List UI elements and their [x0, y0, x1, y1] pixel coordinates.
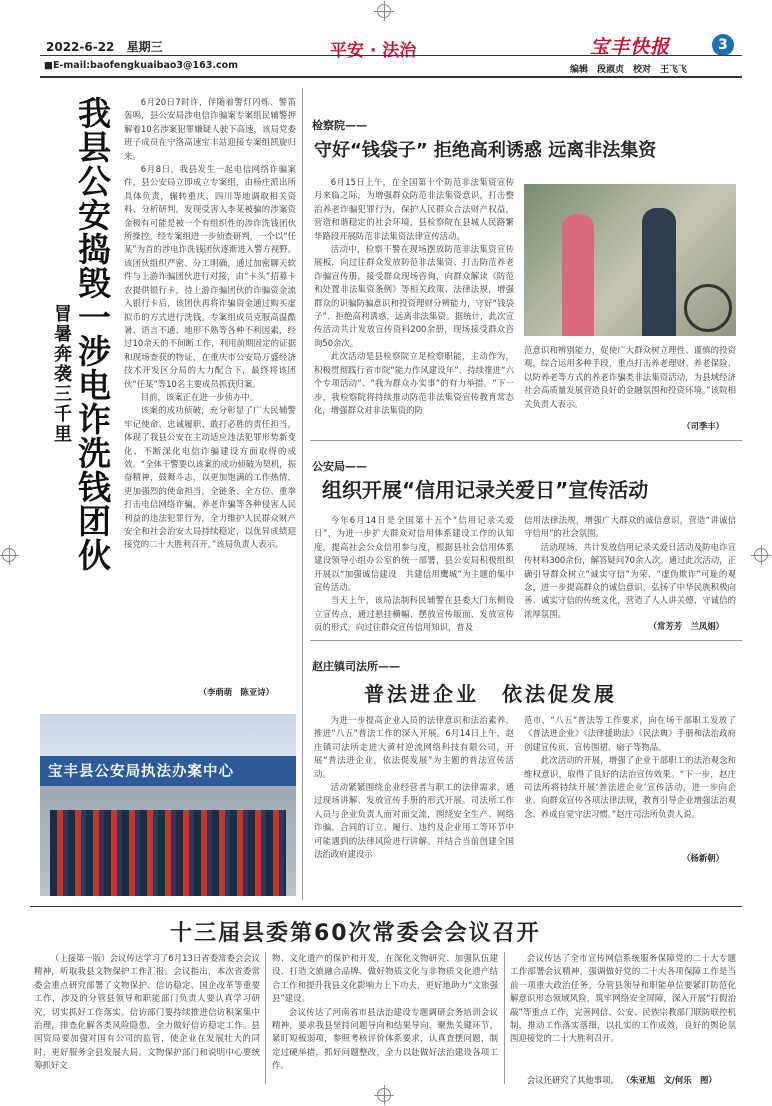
- page-number-badge: [712, 34, 734, 56]
- article-divider: [310, 640, 742, 641]
- bottom-paragraph: 物、文化遗产的保护和开发，在深化文物研究、加强队伍建设、打造文旅融合品牌、做好物质文化与非物质文化遗产结合工作和提升我县文化影响力上下功夫，更好地助力“文旅强县”建设。: [272, 953, 498, 1004]
- article-paragraph: 信用法律法规，增强广大群众的诚信意识，营造“讲诚信 守信用”的社会氛围。: [524, 515, 745, 539]
- column-divider-main: [302, 88, 303, 900]
- building-sign: 宝丰县公安局执法办案中心: [48, 764, 234, 780]
- bottom-divider: [265, 952, 266, 1084]
- article-kicker: 公安局——: [312, 460, 367, 473]
- article-paragraph: 活动中，检察干警在现场摆放防范非法集资宣传展板，向过往群众发放防范非法集资、打击防范养老诈骗宣传册，接受群众现场咨询，向群众解读《防范和处置非法集资条例》等相关政策、法律法规，增强群众的识骗防骗意识和投资理财分辨能力，守好“钱袋子”、拒绝高利诱惑，远离非法集资。据统计，此次宣传活动共计发放宣传资料200余册，现场接受群众咨询50余次。: [314, 244, 514, 348]
- lead-body: [124, 96, 296, 672]
- article-body-left: [314, 176, 514, 430]
- masthead-logo: 宝丰快报: [590, 36, 671, 58]
- lead-title: [73, 96, 116, 672]
- lead-photo: [40, 714, 296, 896]
- article-body-left: [314, 714, 514, 866]
- person-right: [642, 208, 676, 336]
- lead-paragraph: 6月8日，我县发生一起电信网络诈骗案件，县公安局立即成立专案组，由杨庄派出所具体负责，辗转重庆、四川等地调取相关资料、分析研判，发现受害人李某被骗的涉案资金极有可能是被一个有组织性的涉诈洗钱团伙所操控。经专案组进一步侦查研判，一个以“任某”为首的涉电诈洗钱团伙逐渐进入警方视野。该团伙组织严密、分工明确，通过加密聊天软件与上游诈骗团伙进行对接，由“卡头”招募卡农提供银行卡，待上游诈骗团伙的诈骗资金流入银行卡后，该团伙再将诈骗资金通过购买虚拟币的方式进行洗钱。专案组成员克服高温酷暑、语言不通、地形不熟等各种不利因素，经过10余天的不间断工作，利用前期固定的证据和现场查获的物证，在重庆市公安局万盛经济技术开发区分局的大力配合下，最终将该团伙“任某”等10名主要成员抓获归案。: [124, 164, 296, 389]
- section-title: 平安 · 法治: [330, 41, 417, 61]
- lead-paragraph: 目前，该案正在进一步侦办中。: [140, 391, 259, 402]
- article-body-right: [524, 344, 736, 424]
- article-byline: （司季丰）: [682, 421, 724, 431]
- bicycle: [684, 284, 732, 332]
- article-body-right: [524, 714, 736, 854]
- article-paragraph: 6月15日上午，在全国第十个防范非法集资宣传月来临之际，为增强群众防范非法集资意识，打击整治养老诈骗犯罪行为，保护人民群众合法财产权益，营造和谐稳定的社会环境，县检察院在县城人民路繁华路段开展防范非法集资法律宣传活动。: [314, 177, 514, 241]
- bottom-divider: [504, 952, 505, 1084]
- date-text: 2022-6-22: [46, 40, 115, 54]
- lead-byline: （李萌萌 陈亚诗）: [198, 687, 274, 697]
- lead-paragraph: 6月20日7时许，伴随着警灯闪烁、警笛轰鸣，县公安局涉电信诈骗案专案组民辅警押解着10名涉案犯罪嫌疑人驶下高速，该局党委班子成员在宁洛高速宝丰站迎接专案组凯旋归来。: [124, 97, 296, 161]
- article-paragraph: 当天上午，该局法制科民辅警在县委大门东侧设立宣传点，通过悬挂横幅、摆放宣传版面、发放宣传页的形式，向过往群众宣传信用知识，普及: [314, 595, 514, 633]
- registration-mark-top: [377, 4, 391, 18]
- article-paragraph: 此次活动的开展，增强了企业干部职工的法治观念和维权意识，取得了良好的法治宣传效果。“下一步，赵庄司法所将持续开展‘普法进企业’宣传活动，进一步向企业、向群众宣传各项法律法规，教育引导企业增强法治观念、养成自觉守法习惯。”赵庄司法所负责人说。: [524, 755, 736, 819]
- bottom-col-2: [272, 952, 498, 1084]
- article-title: 组织开展“信用记录关爱日”宣传活动: [322, 478, 649, 502]
- header-rule-top: [40, 55, 742, 56]
- bottom-byline: （朱亚旭 文/何乐 图）: [621, 1075, 717, 1085]
- bottom-col-1: [34, 952, 260, 1084]
- article-paragraph: 今年6月14日是全国第十五个“信用记录关爱日”，为进一步扩大群众对信用体系建设工作的认知度，提高社会公众信用参与度，根据县社会信用体系建设领导小组办公室的统一部署，县公安局积极组织开展以“加强诚信建设 共建信用鹰城”为主题的集中宣传活动。: [314, 515, 514, 593]
- lead-paragraph: 该案的成功侦破，充分彰显了广大民辅警牢记使命、忠诚履职、敢打必胜的责任担当，体现了我县公安在主动适应违法犯罪形势新变化、不断深化电信诈骗建设方面取得的成效。“全体干警要以该案的成功侦破为契机，振奋精神，鼓舞斗志，以更加饱满的工作热情，更加强烈的使命担当，全链条、全方位、重拳打击电信网络诈骗，养老诈骗等各种侵害人民利益的违法犯罪行为，全力维护人民群众财产安全和社会治安大局持续稳定，以优异成绩迎接党的二十大胜利召开。”该局负责人表示。: [124, 405, 296, 550]
- article-byline: （杨新朝）: [682, 853, 724, 863]
- email-text: ■E-mail:baofengkuaibao3@163.com: [44, 60, 238, 71]
- person-left: [562, 214, 594, 336]
- registration-mark-right: [754, 548, 768, 562]
- article-byline: （常芳芳 兰凤娟）: [648, 621, 724, 631]
- bottom-closing-line: [510, 1074, 736, 1087]
- editor-credits: 编辑 段淑贞 校对 王飞飞: [570, 65, 688, 75]
- bottom-paragraph: 会议传达了河南省市县法治建设专题调研会务培训会议精神，要求我县坚持问题导向和结果导向，聚焦关键环节，紧盯短板弱项，参照考核评价体系要求，认真查摆问题，制定过硬举措，抓好问题整改，全力以赴做好法治建设各项工作。: [272, 1006, 498, 1071]
- article-photo: [524, 184, 736, 336]
- weekday-text: 星期三: [126, 40, 163, 54]
- issue-date: [46, 38, 163, 55]
- article-paragraph: 活动紧紧围绕企业经营者与职工的法律需求，通过现场讲解、发放宣传手册的形式开展。司法所工作人员与企业负责人面对面交流，围绕安全生产、网络诈骗、合同的订立、履行、违约及企业用工等环节中可能遇到的法律风险进行讲解。并结合当前创建全国法治政府建设示: [314, 782, 514, 860]
- article-kicker: 赵庄镇司法所——: [312, 660, 400, 673]
- bottom-section-rule: [30, 906, 742, 907]
- lead-subtitle: [50, 304, 74, 484]
- article-title: 普法进企业 依法促发展: [364, 682, 617, 706]
- registration-mark-left: [2, 548, 16, 562]
- article-paragraph: 活动现场，共计发放信用记录关爱日活动及防电诈宣传材料300余份，解答疑问70余人次。通过此次活动，正确引导群众树立“诚实守信”为荣、“虚伪欺诈”可耻的观念，进一步提高群众的诚信意识，弘扬了中华民族积极向善、诚实守信的传统文化，营造了人人讲关德、守诚信的浓厚氛围。: [524, 541, 736, 619]
- bottom-closing-text: 会议还研究了其他事项。: [526, 1075, 619, 1085]
- group-of-officers: [50, 810, 286, 896]
- registration-mark-bottom: [377, 1088, 391, 1102]
- bottom-title: 十三届县委第60次常委会会议召开: [170, 921, 541, 946]
- page-number: 3: [718, 37, 728, 53]
- lead-title-text: 我县公安捣毁一涉电诈洗钱团伙: [73, 96, 112, 572]
- article-paragraph: 范意识和辨别能力，促使广大群众树立理性、谨慎的投资观，综合运用多种手段，重点打击养老理财、养老保险、以防养老等方式的养老诈骗类非法集资活动，为县域经济社会高质量发展营造良好的金融氛围和投资环境。”该院相关负责人表示。: [524, 345, 736, 409]
- article-kicker: 检察院——: [312, 119, 367, 132]
- article-title: 守好“钱袋子” 拒绝高利诱惑 远离非法集资: [314, 140, 657, 161]
- lead-subtitle-text: 冒暑奔袭三千里: [51, 304, 72, 444]
- article-paragraph: 范市、“八五”普法等工作要求，向在场干部职工发放了《普法进企业》《法律援助法》《民法典》手册和法治政府创建宣传页、宣传围裙、扇子等物品。: [524, 715, 736, 752]
- bottom-col-3: [510, 952, 736, 1074]
- article-paragraph: 为进一步提高企业人员的法律意识和法治素养，推进“八五”普法工作的深入开展。6月14日上午，赵庄镇司法所走进大黄村逆流网络科技有限公司，开展“普法进企业，依法促发展”为主题的普法宣传活动。: [314, 715, 514, 779]
- page-header: [30, 30, 744, 78]
- article-body-right: [524, 514, 745, 624]
- bottom-paragraph: 会议传达了全市宣传网信系统服务保障党的二十大专题工作部署会议精神，强调做好党的二十大各项保障工作是当前一项重大政治任务。分管县领导和职能单位要紧盯防范化解意识形态领域风险，筑牢网络安全屏障，深入开展“打假治敲”等重点工作，完善网信、公安、民族宗教部门联防联控机制，推动工作落实落细，以扎实的工作成效，良好的舆论氛围迎接党的二十大胜利召开。: [510, 953, 736, 1044]
- article-paragraph: 此次活动是县检察院立足检察职能，主动作为，积极贯彻践行省市院“能力作风建设年”、持续推进“六个专项活动”、“我为群众办实事”的有力举措。“下一步，我检察院将持续推动防范非法集资宣传教育常态化，增强群众对非法集资的防: [314, 351, 514, 415]
- article-divider: [310, 440, 742, 441]
- bottom-paragraph: （上接第一版）会议传达学习了6月13日省委常委会会议精神，听取我县文物保护工作汇报。会议指出，本次省委常委会重点研究部署了文物保护、信访稳定、国企改革等重要工作，涉及的分管县领导和职能部门负责人要认真学习研究，切实抓好工作落实。信访部门要持续推进信访积案集中治理，排查化解各类风险隐患，全力做好信访稳定工作。县国资局要加强对国有公司的监管，使企业在发展壮大的同时，更好服务全县发展大局。文物保护部门和说明中心要统筹抓好文: [34, 953, 260, 1071]
- header-rule-bottom: [40, 76, 742, 78]
- article-body-left: [314, 514, 514, 636]
